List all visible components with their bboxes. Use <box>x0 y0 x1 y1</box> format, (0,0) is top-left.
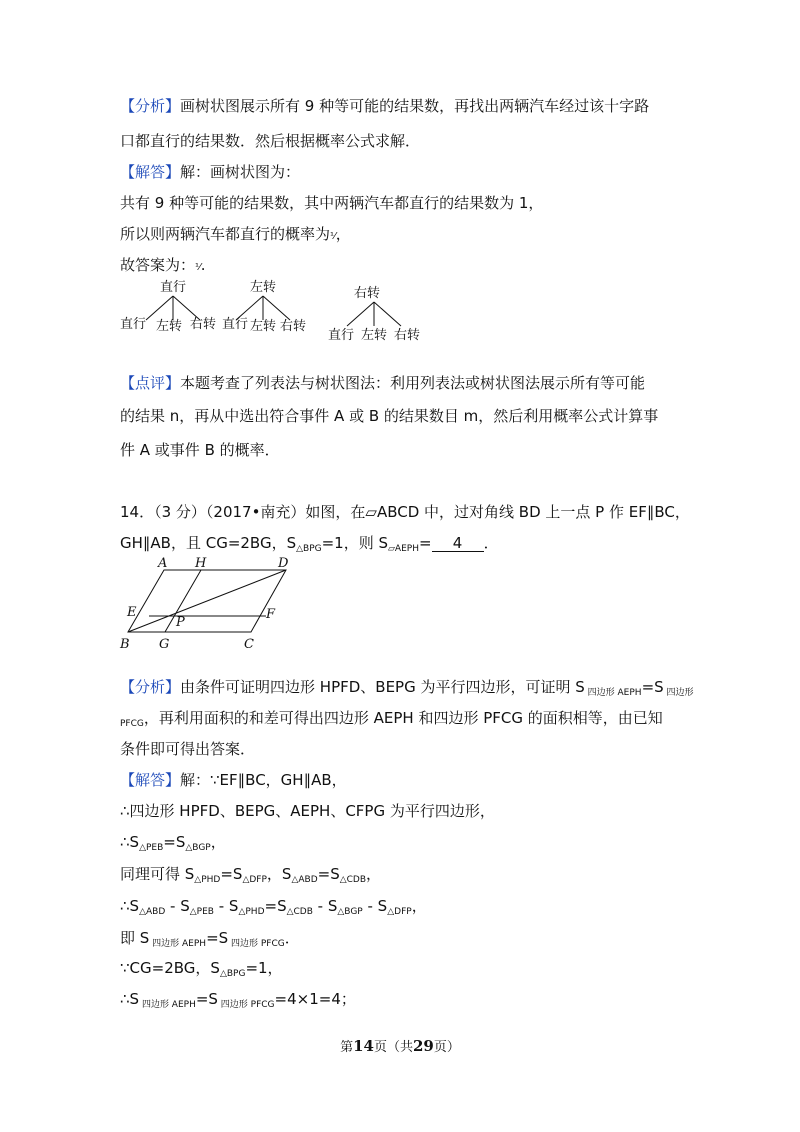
q13-solution-line <box>120 162 300 182</box>
s7-sub-1: △BPG <box>219 969 246 979</box>
footer-post: 页） <box>433 1040 460 1055</box>
analysis-eq: =S <box>641 678 664 696</box>
s5-f: - S <box>362 897 388 915</box>
s4-sub-1: △PHD <box>194 875 221 885</box>
s8-c: =4×1=4； <box>274 990 356 1008</box>
total-pages: 29 <box>413 1037 434 1055</box>
tree-2-leaf-2: 左转 <box>250 319 277 334</box>
s3-c: ， <box>210 833 226 851</box>
tree-1-leaf-3: 右转 <box>190 317 217 332</box>
answer-end: . <box>200 256 206 274</box>
stem-end: ． <box>483 534 499 552</box>
q14-stem-line-1: 14．（3 分）（2017•南充）如图，在▱ABCD 中，过对角线 BD 上一点 P 作 EF∥BC， <box>120 503 690 521</box>
s5-c: - S <box>213 897 239 915</box>
answer-prefix: 故答案为： <box>120 256 196 274</box>
s5-sub-3: △PHD <box>238 907 265 917</box>
q14-solution-step-3 <box>120 832 226 858</box>
analysis-sub-2: 四边形 <box>663 688 694 698</box>
label-H: H <box>195 556 207 571</box>
s3-b: =S <box>163 833 186 851</box>
tree-3-leaf-2: 左转 <box>361 328 388 343</box>
s7-a: ∵CG=2BG，S <box>120 959 220 977</box>
tree-1-leaf-2: 左转 <box>156 319 183 334</box>
page-footer <box>0 1036 800 1055</box>
solution-head: 解：画树状图为： <box>180 163 301 181</box>
tree-3-leaf-1: 直行 <box>328 328 355 343</box>
q13-comment-line-3: 件 A 或事件 B 的概率． <box>120 441 280 459</box>
s4-d: =S <box>317 865 340 883</box>
label-G: G <box>159 637 170 652</box>
label-C: C <box>244 637 254 652</box>
analysis-sub-1: 四边形 AEPH <box>584 688 642 698</box>
label-A: A <box>158 556 168 571</box>
prob-end: ， <box>335 225 351 243</box>
s3-a: ∴S <box>120 833 140 851</box>
q13-prob-line <box>120 224 351 247</box>
footer-mid: 页（共 <box>373 1040 413 1055</box>
q13-total-line: 共有 9 种等可能的结果数，其中两辆汽车都直行的结果数为 1， <box>120 194 544 212</box>
q14-solution-step-4 <box>120 864 381 890</box>
s5-a: ∴S <box>120 897 140 915</box>
stem-sub-1: △BPG <box>296 544 322 554</box>
q14-solution-step-6 <box>120 928 300 954</box>
q14-solution-line-1 <box>120 770 347 790</box>
s5-e: - S <box>312 897 338 915</box>
tree-2-leaf-1: 直行 <box>222 317 249 332</box>
q13-comment-line-2: 的结果 n，再从中选出符合事件 A 或 B 的结果数目 m，然后利用概率公式计算事 <box>120 407 659 425</box>
s5-sub-5: △BGP <box>337 907 363 917</box>
label-F: F <box>266 607 276 622</box>
q14-solution-step-5 <box>120 896 427 922</box>
tree-1-leaf-1: 直行 <box>120 317 147 332</box>
q13-analysis-line-1 <box>120 96 649 116</box>
analysis-text: 由条件可证明四边形 HPFD、BEPG 为平行四边形，可证明 S <box>180 678 585 696</box>
answer-fraction: ⅟ <box>195 262 201 273</box>
q14-analysis-line-3: 条件即可得出答案． <box>120 740 256 758</box>
s6-b: =S <box>206 929 229 947</box>
solution-tag: 【解答】 <box>120 163 181 181</box>
s5-b: - S <box>165 897 190 915</box>
tree-diagram <box>118 276 448 351</box>
s8-sub-1: 四边形 AEPH <box>139 1000 196 1010</box>
s5-g: ， <box>411 897 427 915</box>
label-P: P <box>176 615 185 630</box>
s4-sub-4: △CDB <box>339 875 367 885</box>
q13-comment-line-1 <box>120 373 645 393</box>
s5-sub-6: △DFP <box>387 907 412 917</box>
tree-2-root: 左转 <box>250 280 277 295</box>
tree-2-leaf-3: 右转 <box>280 319 307 334</box>
comment-text: 本题考查了列表法与树状图法：利用列表法或树状图法展示所有等可能 <box>180 374 646 392</box>
label-D: D <box>278 556 289 571</box>
analysis-sub-3: PFCG <box>120 719 144 729</box>
s5-sub-1: △ABD <box>139 907 166 917</box>
s8-sub-2: 四边形 PFCG <box>217 1000 275 1010</box>
solution-tag: 【解答】 <box>120 771 181 789</box>
tree-3-root: 右转 <box>354 286 381 301</box>
analysis-tag: 【分析】 <box>120 97 181 115</box>
footer-pre: 第 <box>340 1040 354 1055</box>
page-number: 14 <box>353 1037 374 1055</box>
q14-analysis-line-1 <box>120 677 694 703</box>
analysis-text: 画树状图展示所有 9 种等可能的结果数，再找出两辆汽车经过该十字路 <box>180 97 650 115</box>
q13-analysis-line-2: 口都直行的结果数．然后根据概率公式求解． <box>120 132 421 150</box>
analysis-text-2: ，再利用面积的和差可得出四边形 AEPH 和四边形 PFCG 的面积相等，由已知 <box>143 709 663 727</box>
s7-b: =1， <box>245 959 283 977</box>
tree-3-leaf-3: 右转 <box>394 328 421 343</box>
s4-e: ， <box>366 865 382 883</box>
analysis-tag: 【分析】 <box>120 678 181 696</box>
tree-1-root: 直行 <box>160 280 187 295</box>
s8-a: ∴S <box>120 990 140 1008</box>
prob-fraction: ⅟ <box>330 231 336 242</box>
q14-solution-step-7 <box>120 958 283 984</box>
s8-b: =S <box>195 990 218 1008</box>
s3-sub-2: △BGP <box>185 843 211 853</box>
s4-c: ，S <box>266 865 292 883</box>
s6-sub-1: 四边形 AEPH <box>149 939 207 949</box>
s5-sub-2: △PEB <box>189 907 214 917</box>
s5-sub-4: △CDB <box>286 907 313 917</box>
solution-step-1: 解：∵EF∥BC，GH∥AB， <box>180 771 347 789</box>
s6-sub-2: 四边形 PFCG <box>228 939 285 949</box>
s4-b: =S <box>220 865 243 883</box>
q14-solution-step-2: ∴四边形 HPFD、BEPG、AEPH、CFPG 为平行四边形， <box>120 802 495 820</box>
s4-sub-3: △ABD <box>291 875 318 885</box>
stem-text-a: GH∥AB，且 CG=2BG，S <box>120 534 297 552</box>
answer-blank: 4 <box>432 535 484 552</box>
s4-a: 同理可得 S <box>120 865 195 883</box>
q14-analysis-line-2 <box>120 708 663 734</box>
prob-text: 所以则两辆汽车都直行的概率为 <box>120 225 331 243</box>
stem-sub-2: ▱AEPH <box>388 544 419 554</box>
label-E: E <box>127 605 137 620</box>
s6-c: ． <box>284 929 300 947</box>
stem-text-b: =1，则 S <box>321 534 389 552</box>
q14-solution-step-8 <box>120 989 356 1015</box>
s6-a: 即 S <box>120 929 150 947</box>
comment-tag: 【点评】 <box>120 374 181 392</box>
stem-text-c: = <box>418 534 432 552</box>
s5-d: =S <box>264 897 287 915</box>
q13-answer-line <box>120 255 205 278</box>
s4-sub-2: △DFP <box>242 875 267 885</box>
s3-sub-1: △PEB <box>139 843 164 853</box>
label-B: B <box>120 637 130 652</box>
parallelogram-figure <box>116 556 306 656</box>
